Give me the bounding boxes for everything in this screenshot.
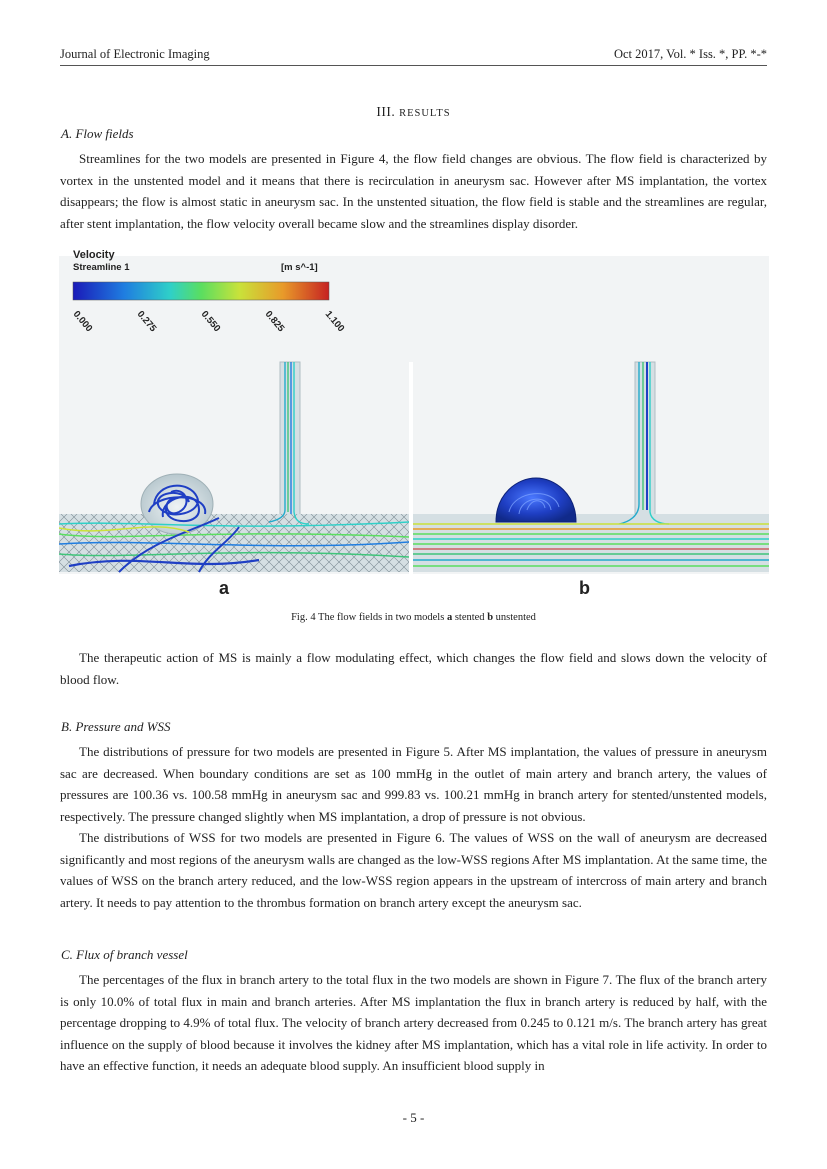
section-title-text: RESULTS <box>399 108 451 119</box>
section-numeral: III. <box>376 104 396 119</box>
subsection-a-paragraph-2: The therapeutic action of MS is mainly a flow modulating effect, which changes the flow field and slows down the velocity of blood flow. <box>60 650 767 687</box>
legend-tick-2: 0.550 <box>198 308 223 335</box>
legend-tick-1: 0.275 <box>134 308 159 335</box>
legend-tick-4: 1.100 <box>322 308 347 335</box>
legend-unit: [m s^-1] <box>281 262 318 273</box>
panel-b-label: b <box>579 578 590 598</box>
legend-title: Velocity <box>73 249 115 261</box>
caption-a: a <box>446 612 453 623</box>
subsection-b-paragraph-2: The distributions of WSS for two models are presented in Figure 6. The values of WSS on the wall of aneurysm are decreased significantly and most regions of the aneurysm walls are changed as the low-WSS regions After MS implantation. At the same time, the values of WSS on the branch artery reduced, and the low-WSS region appears in the upstream of intercross of main artery and branch artery. It needs to pay attention to the thrombus formation on branch artery except the aneurysm sac. <box>60 830 767 910</box>
branch-artery-a <box>280 362 300 517</box>
figure-4 <box>59 242 769 598</box>
subsection-b-paragraph-1: The distributions of pressure for two models are presented in Figure 5. After MS implantation, the values of pressure in aneurysm sac are decreased. When boundary conditions are set as 100 mmHg in the outlet of main artery and branch artery, the values of pressures are 100.36 vs. 100.58 mmHg in aneurysm sac and 999.83 vs. 100.21 mmHg in branch artery for stented/unstented models, respectively. The pressure changed slightly when MS implantation, a drop of pressure is not obvious. <box>60 744 767 824</box>
legend-tick-3: 0.825 <box>262 308 287 335</box>
caption-mid: stented <box>452 612 488 623</box>
journal-name: Journal of Electronic Imaging <box>60 47 210 61</box>
subsection-b-heading: B. Pressure and WSS <box>61 719 171 734</box>
velocity-colorbar <box>73 282 329 300</box>
legend-subtitle: Streamline 1 <box>73 262 130 273</box>
subsection-c-heading: C. Flux of branch vessel <box>61 947 188 962</box>
caption-prefix: Fig. 4 The flow fields in two models <box>291 612 447 623</box>
branch-artery-b <box>635 362 655 517</box>
section-title <box>0 104 827 120</box>
page-number: - 5 - <box>402 1110 425 1125</box>
caption-end: unstented <box>493 612 536 623</box>
subsection-a-heading: A. Flow fields <box>61 126 134 141</box>
legend-tick-0: 0.000 <box>70 308 95 335</box>
subsection-a-paragraph-1: Streamlines for the two models are presented in Figure 4, the flow field changes are obvious. The flow field is characterized by vortex in the unstented model and it means that there is recirculation in aneurysm sac. However after MS implantation, the vortex disappears; the flow is almost static in aneurysm sac. In the unstented situation, the flow field is stable and the streamlines are regular, after stent implantation, the flow velocity overall became slow and the streamlines display disorder. <box>60 151 767 231</box>
flow-field-figure <box>59 242 769 598</box>
subsection-c-paragraph-1: The percentages of the flux in branch artery to the total flux in the two models are shown in Figure 7. The flux of the branch artery is only 10.0% of total flux in main and branch arteries. After MS implantation the flux in branch artery is reduced by half, with the percentage dropping to 4.9% of total flux. The velocity of branch artery decreased from 0.245 to 0.121 m/s. The branch artery has great influence on the supply of blood because it involves the kidney after MS implantation, which has a vital role in life activity. In order to have an effective function, it needs an adequate blood supply. An insufficient blood supply in <box>60 972 767 1073</box>
panel-a-label: a <box>219 578 230 598</box>
figure-caption <box>0 612 827 623</box>
issue-info: Oct 2017, Vol. * Iss. *, PP. *-* <box>613 47 767 61</box>
running-header <box>60 47 767 66</box>
caption-b: b <box>487 612 494 623</box>
main-artery-b <box>413 514 769 572</box>
